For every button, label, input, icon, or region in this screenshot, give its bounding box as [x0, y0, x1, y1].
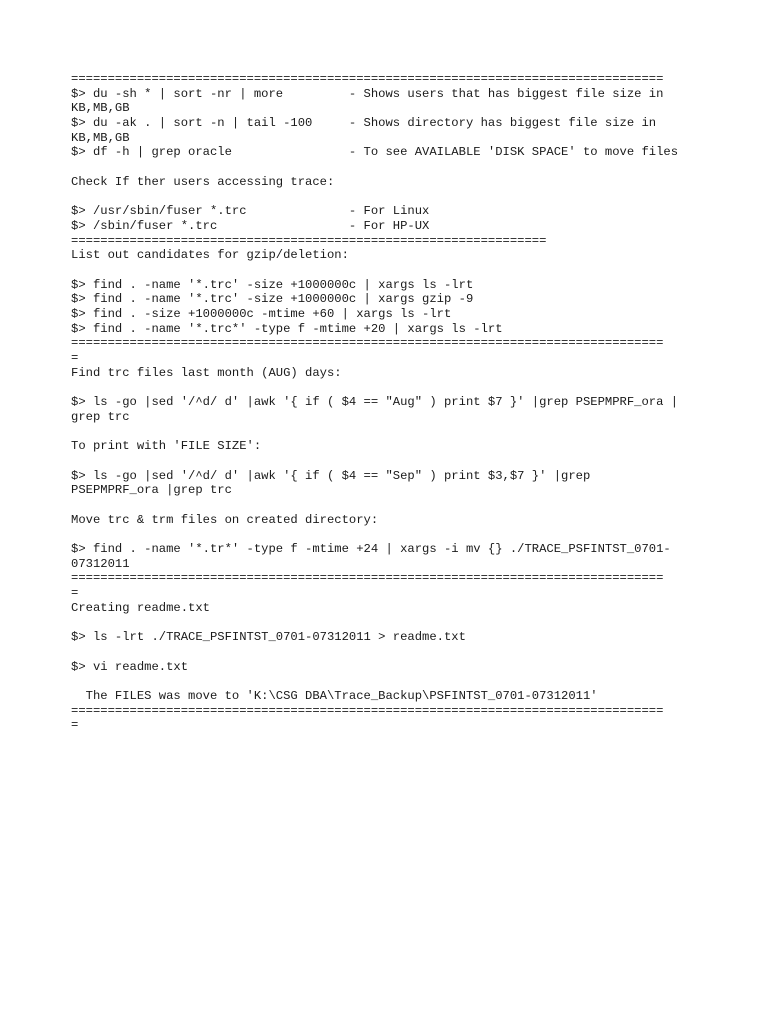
section-heading: Find trc files last month (AUG) days: — [71, 365, 342, 380]
command-line: $> ls -lrt ./TRACE_PSFINTST_0701-07312011 > readme.txt — [71, 630, 466, 645]
section-heading: List out candidates for gzip/deletion: — [71, 248, 349, 263]
blank-line — [71, 674, 711, 689]
command-line: $> find . -size +1000000c -mtime +60 | xargs ls -lrt — [71, 307, 452, 321]
document-page — [71, 72, 711, 733]
separator-wrap: = — [71, 351, 79, 366]
section-heading: Check If ther users accessing trace: — [71, 174, 335, 189]
command-line: $> find . -name '*.trc*' -type f -mtime +20 | xargs ls -lrt — [71, 321, 503, 336]
command-line: $> df -h | grep oracle - To see AVAILABLE 'DISK SPACE' to move files — [71, 145, 679, 160]
section-heading: Creating readme.txt — [71, 600, 210, 615]
command-line: $> /sbin/fuser *.trc - For HP-UX — [71, 218, 430, 233]
command-line: $> du -sh * | sort -nr | more - Shows users that has biggest file size in — [71, 86, 664, 101]
command-line: $> ls -go |sed '/^d/ d' |awk '{ if ( $4 == "Aug" ) print $7 }' |grep PSEPMPRF_ora | — [71, 395, 679, 410]
blank-line — [71, 425, 711, 440]
command-line: $> /usr/sbin/fuser *.trc - For Linux — [71, 204, 430, 219]
command-line: $> find . -name '*.trc' -size +1000000c | xargs gzip -9 — [71, 292, 474, 307]
text-line: 07312011 — [71, 556, 130, 571]
section-heading: Move trc & trm files on created directory: — [71, 512, 379, 527]
blank-line — [71, 380, 711, 395]
blank-line — [71, 615, 711, 630]
blank-line — [71, 454, 711, 469]
separator-line: ================================================================= — [71, 233, 547, 248]
command-line: $> ls -go |sed '/^d/ d' |awk '{ if ( $4 == "Sep" ) print $3,$7 }' |grep — [71, 468, 591, 483]
blank-line — [71, 645, 711, 660]
text-line: The FILES was move to 'K:\CSG DBA\Trace_Backup\PSFINTST_0701-07312011' — [71, 688, 598, 703]
separator-line: ================================================================================= — [71, 571, 664, 586]
blank-line — [71, 527, 711, 542]
blank-line — [71, 160, 711, 175]
blank-line — [71, 190, 711, 205]
separator-wrap: = — [71, 586, 79, 601]
blank-line — [71, 498, 711, 513]
command-line: $> vi readme.txt — [71, 659, 189, 674]
blank-line — [71, 263, 711, 278]
text-line: KB,MB,GB — [71, 101, 130, 116]
command-line: $> find . -name '*.tr*' -type f -mtime +24 | xargs -i mv {} ./TRACE_PSFINTST_0701- — [71, 542, 671, 556]
text-line: KB,MB,GB — [71, 130, 130, 145]
command-line: $> du -ak . | sort -n | tail -100 - Shows directory has biggest file size in — [71, 116, 657, 131]
command-line: $> find . -name '*.trc' -size +1000000c | xargs ls -lrt — [71, 277, 474, 292]
text-line: grep trc — [71, 409, 130, 424]
separator-line: ================================================================================= — [71, 72, 664, 86]
text-line: PSEPMPRF_ora |grep trc — [71, 483, 232, 498]
separator-wrap: = — [71, 718, 79, 733]
separator-line: ================================================================================= — [71, 336, 664, 351]
separator-line: ================================================================================= — [71, 703, 664, 718]
section-heading: To print with 'FILE SIZE': — [71, 439, 262, 454]
